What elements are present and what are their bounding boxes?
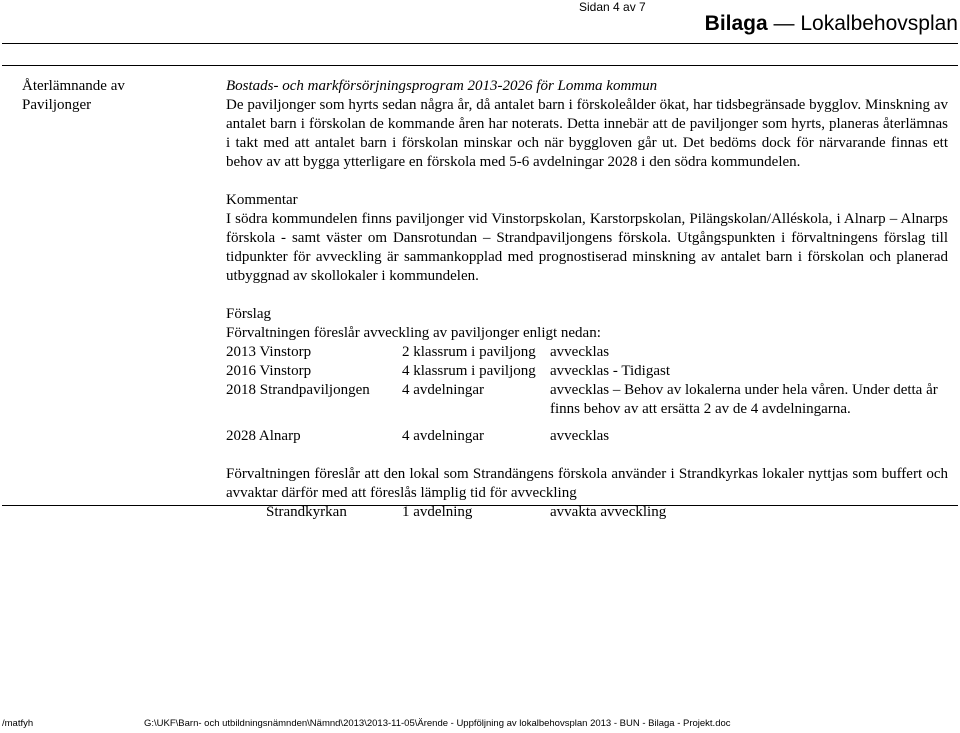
footer-author: /matfyh [2, 718, 34, 729]
proposal-action: avvecklas [550, 344, 610, 360]
title-bold: Bilaga [704, 12, 768, 35]
comment-heading: Kommentar [226, 192, 298, 208]
comment-paragraph: I södra kommundelen finns paviljonger vid Vinstorpskolan, Karstorpskolan, Pilängskolan/Alléskola, i Alnarp – Alnarps förskola - samt väster om Dansrotundan – Strandpaviljongens förskola. Utgångspunkten i förvaltningens förslag till tidpunkter för avveckling är sammankopplad med prognostiserad minskning av antalet barn i förskolan och planerad utbyggnad av skollokaler i kommundelen. [226, 211, 948, 284]
proposal-row [226, 381, 948, 419]
section-bottom-divider [2, 505, 958, 506]
intro-paragraph: De paviljonger som hyrts sedan några år, då antalet barn i förskoleålder ökat, har tidsbegränsade bygglov. Minskning av antalet barn i förskolan de kommande åren har noterats. Detta innebär att de paviljonger som hyrts, planeras återlämnas i takt med att antalet barn i förskolan minskar och när byggloven går ut. Det bedöms dock för närvarande finnas ett behov av att bygga ytterligare en förskola med 5-6 avdelningar 2028 i den södra kommundelen. [226, 97, 948, 170]
proposal-units: 2 klassrum i paviljong [402, 344, 536, 360]
proposal-action: avvecklas - Tidigast [550, 363, 670, 379]
section-label-line1: Återlämnande av [22, 78, 125, 94]
proposal-row [226, 343, 948, 362]
source-reference: Bostads- och markförsörjningsprogram 2013-2026 för Lomma kommun [226, 78, 658, 94]
proposal-row [226, 362, 948, 381]
proposal-year-site: 2013 Vinstorp [226, 344, 312, 360]
final-units: 1 avdelning [402, 504, 473, 520]
proposal-intro: Förvaltningen föreslår avveckling av paviljonger enligt nedan: [226, 325, 601, 341]
section-top-divider [2, 65, 958, 66]
proposal-row [226, 427, 948, 446]
document-title [705, 12, 958, 36]
proposal-units: 4 klassrum i paviljong [402, 363, 536, 379]
proposal-units: 4 avdelningar [402, 382, 485, 398]
title-rest: — Lokalbehovsplan [773, 12, 958, 35]
proposal-year-site: 2016 Vinstorp [226, 363, 312, 379]
proposal-action: avvecklas [550, 428, 610, 444]
final-action: avvakta avveckling [550, 504, 667, 520]
section-label-line2: Paviljonger [22, 97, 92, 113]
proposal-year-site: 2018 Strandpaviljongen [226, 382, 370, 398]
proposal-heading: Förslag [226, 306, 271, 322]
final-paragraph: Förvaltningen föreslår att den lokal som Strandängens förskola använder i Strandkyrkas lokaler nyttjas som buffert och avvaktar därför med att föreslås lämplig tid för avveckling [226, 466, 948, 501]
header-divider [2, 43, 958, 44]
section-body [226, 77, 948, 522]
final-site: Strandkyrkan [266, 504, 347, 520]
proposal-action: avvecklas – Behov av lokalerna under hela våren. Under detta år finns behov av att ersätta 2 av de 4 avdelningarna. [550, 382, 938, 417]
proposal-year-site: 2028 Alnarp [226, 428, 301, 444]
footer-file-path: G:\UKF\Barn- och utbildningsnämnden\Nämnd\2013\2013-11-05\Ärende - Uppföljning av lokalbehovsplan 2013 - BUN - Bilaga - Projekt.doc [144, 718, 731, 729]
proposal-units: 4 avdelningar [402, 428, 485, 444]
page-number: Sidan 4 av 7 [579, 0, 646, 14]
section-label [22, 77, 192, 115]
